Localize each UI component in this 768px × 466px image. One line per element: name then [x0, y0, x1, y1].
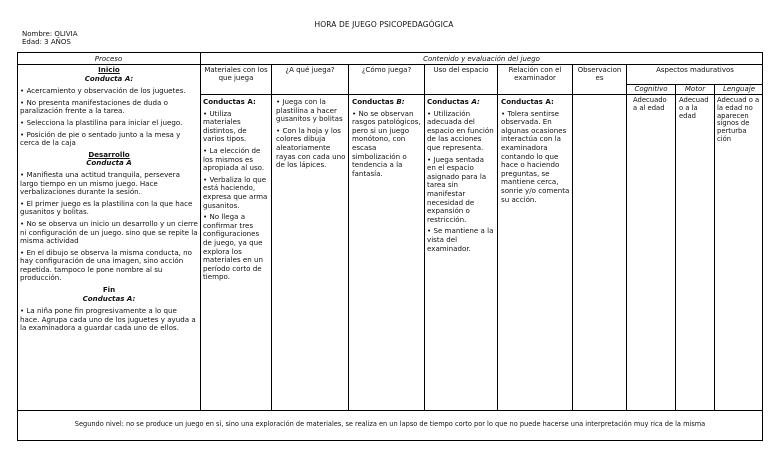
- col-divider-observaciones: [626, 64, 627, 410]
- header-como-juega: ¿Cómo juega?: [361, 66, 412, 74]
- header-lenguaje: Lenguaje: [722, 85, 756, 93]
- fin-title: Fin: [102, 285, 116, 295]
- header-relacion: Relación con el examinador: [508, 66, 562, 82]
- materiales-heading: Conductas A:: [203, 97, 256, 106]
- inicio-item: • Selecciona la plastilina para iniciar el juego.: [20, 117, 183, 127]
- desarrollo-item: • No se observa un inicio un desarrollo y un cierre ni configuración de un juego. sino que se repite la misma actividad: [20, 218, 198, 246]
- inicio-item: • Acercamiento y observación de los juguetes.: [20, 86, 186, 96]
- header-motor: Motor: [684, 85, 706, 93]
- col-divider-espacio: [497, 64, 498, 410]
- col-divider-relacion: [572, 64, 573, 410]
- fin-item: • La niña pone fin progresivamente a lo que hace. Agrupa cada uno de los juguetes y ayuda a la examinadora a guardar cada uno de ellos.: [20, 306, 196, 333]
- que-juega-column: [276, 98, 346, 173]
- materiales-item: • Utiliza materiales distintos, de varios tipos.: [203, 108, 247, 144]
- materiales-item: • Verbaliza lo que está haciendo, expresa que arma gusanitos.: [203, 174, 268, 210]
- col-divider-cognitivo: [675, 84, 676, 410]
- inicio-subtitle: Conducta A:: [84, 73, 134, 83]
- proceso-column: [20, 66, 198, 336]
- col-divider-quejuega: [348, 64, 349, 410]
- header-aspectos: Aspectos madurativos: [656, 66, 734, 74]
- uso-espacio-heading-text: Conductas: [427, 97, 472, 106]
- inicio-item: • No presenta manifestaciones de duda o paralización frente a la tarea.: [20, 97, 168, 116]
- col-divider-materiales: [271, 64, 272, 410]
- edad-label: Edad: 3 AÑOS: [22, 38, 71, 46]
- como-juega-heading: [352, 98, 422, 107]
- uso-espacio-item: • Se mantiene a la vista del examinador.: [427, 226, 494, 253]
- col-divider-comojuega: [424, 64, 425, 410]
- col-divider-motor: [714, 84, 715, 410]
- cognitivo-value: Adecuado a al edad: [633, 96, 667, 112]
- col-divider-proceso: [200, 52, 201, 410]
- document-title: HORA DE JUEGO PSICOPEDAGÓGICA: [314, 20, 454, 29]
- desarrollo-subtitle: Conducta A: [86, 158, 132, 168]
- uso-espacio-heading: [427, 98, 495, 107]
- desarrollo-item: • Manifiesta una actitud tranquila, persevera largo tiempo en un mismo juego. Hace verbalizaciones durante la sesión.: [20, 169, 180, 197]
- header-materiales: Materiales con los que juega: [204, 66, 268, 82]
- materiales-column: [203, 98, 270, 285]
- relacion-heading: Conductas A:: [501, 97, 554, 106]
- motor-value: Adecuad o a la edad: [679, 96, 709, 120]
- como-juega-heading-letter: B: [396, 97, 402, 106]
- header-contenido: Contenido y evaluación del juego: [423, 55, 540, 63]
- uso-espacio-item: • Utilización adecuada del espacio en función de las acciones que representa.: [427, 108, 494, 152]
- relacion-item: • Tolera sentirse observada. En algunas ocasiones interactúa con la examinadora contando lo que hace o haciendo preguntas, se mantiene cerca, sonrie y/o comenta su acción.: [501, 108, 570, 204]
- nombre-label: Nombre: OLIVIA: [22, 30, 78, 38]
- fin-subtitle: Conductas A:: [82, 293, 136, 303]
- uso-espacio-item: • Juega sentada en el espacio asignado para la tarea sin manifestar necesidad de expansión o restricción.: [427, 154, 487, 224]
- como-juega-heading-colon: :: [401, 97, 405, 106]
- lenguaje-value: Adecuad o a la edad no aparecen signos de perturba ción: [717, 96, 760, 143]
- desarrollo-title: Desarrollo: [88, 149, 130, 159]
- header-observaciones: Observacion es: [577, 66, 622, 82]
- inicio-title: Inicio: [98, 65, 120, 74]
- footer-divider: [17, 410, 763, 411]
- que-juega-item: • Juega con la plastilina a hacer gusanitos y bolitas: [276, 97, 343, 124]
- desarrollo-item: • En el dibujo se observa la misma conducta, no hay configuración de una imagen, sino acción repetida. tampoco le pone nombre al su producción.: [20, 247, 193, 283]
- como-juega-heading-text: Conductas: [352, 97, 397, 106]
- materiales-item: • La elección de los mismos es apropiada al uso.: [203, 145, 265, 173]
- header-cognitivo: Cognitivo: [634, 85, 668, 93]
- materiales-item: • No llega a confirmar tres configuraciones de juego, ya que explora los materiales en un período corto de tiempo.: [203, 212, 264, 282]
- desarrollo-item: • El primer juego es la plastilina con la que hace gusanitos y bolitas.: [20, 198, 193, 217]
- como-juega-item: • No se observan rasgos patológicos, pero si un juego monótono, con escasa simbolización o tendencia a la fantasía.: [352, 108, 421, 178]
- uso-espacio-heading-letter: A: [471, 97, 477, 106]
- header-proceso: Proceso: [94, 55, 123, 63]
- header-uso-espacio: Uso del espacio: [433, 66, 489, 74]
- header-row-divider: [17, 64, 763, 65]
- uso-espacio-column: [427, 98, 495, 256]
- relacion-column: [501, 98, 570, 207]
- uso-espacio-heading-colon: :: [476, 97, 480, 106]
- como-juega-column: [352, 98, 422, 181]
- header-que-juega: ¿A qué juega?: [285, 66, 335, 74]
- que-juega-item: • Con la hoja y los colores dibuja aleatoriamente rayas con cada uno de los lápices.: [276, 125, 346, 170]
- subheader-divider: [200, 94, 763, 95]
- footer-note: Segundo nivel: no se produce un juego en sí, sino una exploración de materiales, se realiza en un lapso de tiempo corto por lo que no puede hacerse una interpretación muy rica de la misma: [74, 420, 706, 428]
- inicio-item: • Posición de pie o sentado junto a la mesa y cerca de la caja: [20, 129, 181, 148]
